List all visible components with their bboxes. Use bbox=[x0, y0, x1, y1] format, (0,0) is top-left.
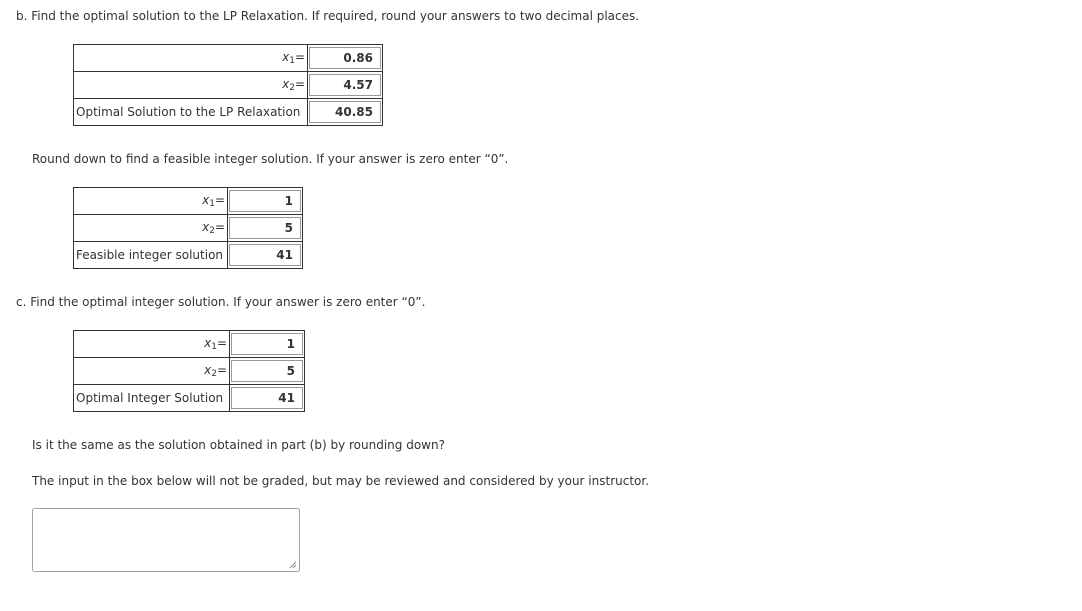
round-down-prompt: Round down to find a feasible integer solution. If your answer is zero enter “0”. bbox=[32, 152, 509, 166]
x1-cell bbox=[308, 45, 383, 72]
objective-cell bbox=[228, 242, 303, 269]
feasible-solution-table bbox=[73, 187, 303, 269]
lp-x1-input[interactable]: 0.86 bbox=[309, 47, 381, 69]
x2-label: $x_2=$ bbox=[74, 358, 230, 385]
optimal-objective-label: Optimal Integer Solution bbox=[74, 385, 230, 412]
x1-cell bbox=[230, 331, 305, 358]
x2-label: $x_2=$ bbox=[74, 72, 308, 99]
objective-cell bbox=[308, 99, 383, 126]
x1-label: $x_1=$ bbox=[74, 188, 228, 215]
grading-note: The input in the box below will not be graded, but may be reviewed and considered by your instructor. bbox=[32, 474, 650, 488]
lp-objective-label: Optimal Solution to the LP Relaxation bbox=[74, 99, 308, 126]
part-b-prompt: b. Find the optimal solution to the LP Relaxation. If required, round your answers to two decimal places. bbox=[16, 9, 640, 23]
optimal-objective-input[interactable]: 41 bbox=[231, 387, 303, 409]
optimal-integer-table bbox=[73, 330, 305, 412]
objective-cell bbox=[230, 385, 305, 412]
optimal-x2-input[interactable]: 5 bbox=[231, 360, 303, 382]
feasible-x1-input[interactable]: 1 bbox=[229, 190, 301, 212]
x1-label: $x_1=$ bbox=[74, 331, 230, 358]
x1-label: $x_1=$ bbox=[74, 45, 308, 72]
x2-cell bbox=[308, 72, 383, 99]
feasible-objective-input[interactable]: 41 bbox=[229, 244, 301, 266]
part-c-prompt: c. Find the optimal integer solution. If your answer is zero enter “0”. bbox=[16, 295, 426, 309]
x1-cell bbox=[228, 188, 303, 215]
lp-x2-input[interactable]: 4.57 bbox=[309, 74, 381, 96]
feasible-objective-label: Feasible integer solution bbox=[74, 242, 228, 269]
lp-objective-input[interactable]: 40.85 bbox=[309, 101, 381, 123]
feasible-x2-input[interactable]: 5 bbox=[229, 217, 301, 239]
comment-textarea[interactable] bbox=[32, 508, 300, 572]
comparison-question: Is it the same as the solution obtained in part (b) by rounding down? bbox=[32, 438, 445, 452]
lp-relaxation-table bbox=[73, 44, 383, 126]
optimal-x1-input[interactable]: 1 bbox=[231, 333, 303, 355]
x2-cell bbox=[230, 358, 305, 385]
x2-label: $x_2=$ bbox=[74, 215, 228, 242]
x2-cell bbox=[228, 215, 303, 242]
resize-handle-icon[interactable] bbox=[289, 561, 297, 569]
